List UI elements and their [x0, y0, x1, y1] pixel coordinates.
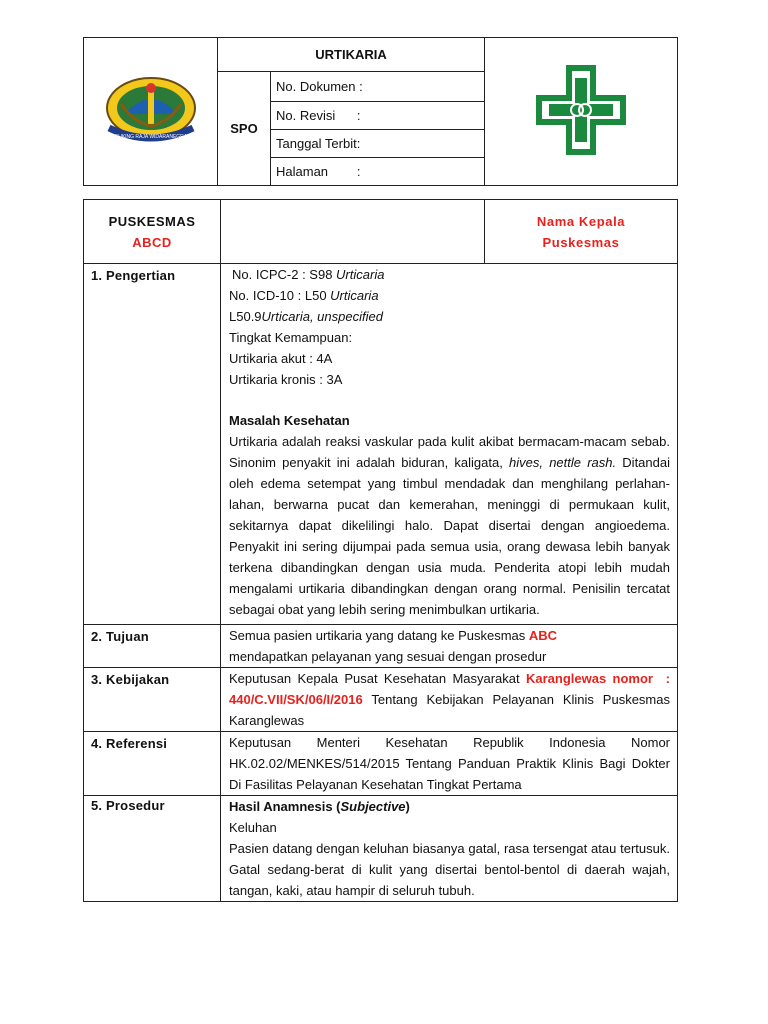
- prosedur-content: [221, 796, 678, 902]
- tujuan-content: Semua pasien urtikaria yang datang ke Puskesmas ABC mendapatkan pelayanan yang sesuai dengan prosedur: [221, 625, 678, 668]
- icd-prefix: No. ICD-10 : L50: [229, 288, 331, 303]
- doc-title: URTIKARIA: [218, 38, 485, 72]
- masalah-title: Masalah Kesehatan: [229, 413, 350, 428]
- urtikaria-akut: Urtikaria akut : 4A: [229, 351, 333, 366]
- icpc-italic: Urticaria: [336, 267, 385, 282]
- kebijakan-label: 3. Kebijakan: [84, 668, 221, 732]
- masalah-paragraph: Urtikaria adalah reaksi vaskular pada kulit akibat bermacam-macam sebab. Sinonim penyakit ini adalah biduran, kaligata, hives, nettle rash. Ditandai oleh edema setempat yang timbul mendadak dan menghilang perlahan-lahan, berwarna pucat dan kemerahan, meninggi di permukaan kulit, sekitarnya dapat dikelilingi halo. Dapat disertai dengan angioedema. Penyakit ini sering dijumpai pada semua usia, orang dewasa lebih banyak terkena dibandingkan dengan usia muda. Penderita atopi lebih mudah mengalami urtikaria dibandingkan dengan orang normal. Penisilin tercatat sebagai obat yang lebih sering menimbulkan urtikaria.: [229, 434, 670, 617]
- kepala-line1: Nama Kepala: [536, 213, 626, 229]
- spo-label: SPO: [218, 72, 271, 186]
- halaman: Halaman :: [271, 158, 485, 186]
- keluhan-title: Keluhan: [229, 820, 277, 835]
- pengertian-label: 1. Pengertian: [84, 264, 221, 625]
- regency-logo-icon: [103, 74, 199, 146]
- prosedur-title: Hasil Anamnesis (Subjective): [229, 799, 410, 814]
- cross-cell: [485, 38, 678, 186]
- l509-prefix: L50.9: [229, 309, 262, 324]
- kepala-cell: [485, 200, 678, 264]
- puskesmas-label: PUSKESMAS: [108, 213, 196, 229]
- empty-cell: [221, 200, 485, 264]
- icpc-prefix: No. ICPC-2 : S98: [232, 267, 337, 282]
- referensi-label: 4. Referensi: [84, 732, 221, 796]
- tanggal-terbit: Tanggal Terbit:: [271, 130, 485, 158]
- kepala-line2: Puskesmas: [542, 234, 620, 250]
- icd-italic: Urticaria: [330, 288, 379, 303]
- no-dokumen: No. Dokumen :: [271, 72, 485, 102]
- no-revisi: No. Revisi :: [271, 102, 485, 130]
- l509-italic: Urticaria, unspecified: [261, 309, 383, 324]
- header-table: [83, 37, 678, 186]
- puskesmas-cross-icon: [531, 60, 631, 160]
- urtikaria-kronis: Urtikaria kronis : 3A: [229, 372, 343, 387]
- content-table: [83, 199, 678, 902]
- puskesmas-cell: [84, 200, 221, 264]
- tujuan-label: 2. Tujuan: [84, 625, 221, 668]
- tingkat-kemampuan: Tingkat Kemampuan:: [229, 330, 353, 345]
- prosedur-label: 5. Prosedur: [84, 796, 221, 902]
- kebijakan-content: Keputusan Kepala Pusat Kesehatan Masyarakat Karanglewas nomor : 440/C.VII/SK/06/I/2016 Tentang Kebijakan Pelayanan Klinis Puskesmas Karanglewas: [221, 668, 678, 732]
- referensi-content: Keputusan Menteri Kesehatan Republik Indonesia Nomor HK.02.02/MENKES/514/2015 Tentang Panduan Praktik Klinis Bagi Dokter Di Fasilitas Pelayanan Kesehatan Tingkat Pertama: [221, 732, 678, 796]
- keluhan-text: Pasien datang dengan keluhan biasanya gatal, rasa tersengat atau tertusuk. Gatal sedang-berat di kulit yang disertai bentol-bentol di daerah wajah, tangan, kaki, atau hampir di seluruh tubuh.: [229, 841, 670, 898]
- puskesmas-name: ABCD: [132, 234, 172, 250]
- logo-text: SUKING RAJA WIDARANEGRA: [114, 134, 187, 140]
- pengertian-content: [221, 264, 678, 625]
- logo-cell: [84, 38, 218, 186]
